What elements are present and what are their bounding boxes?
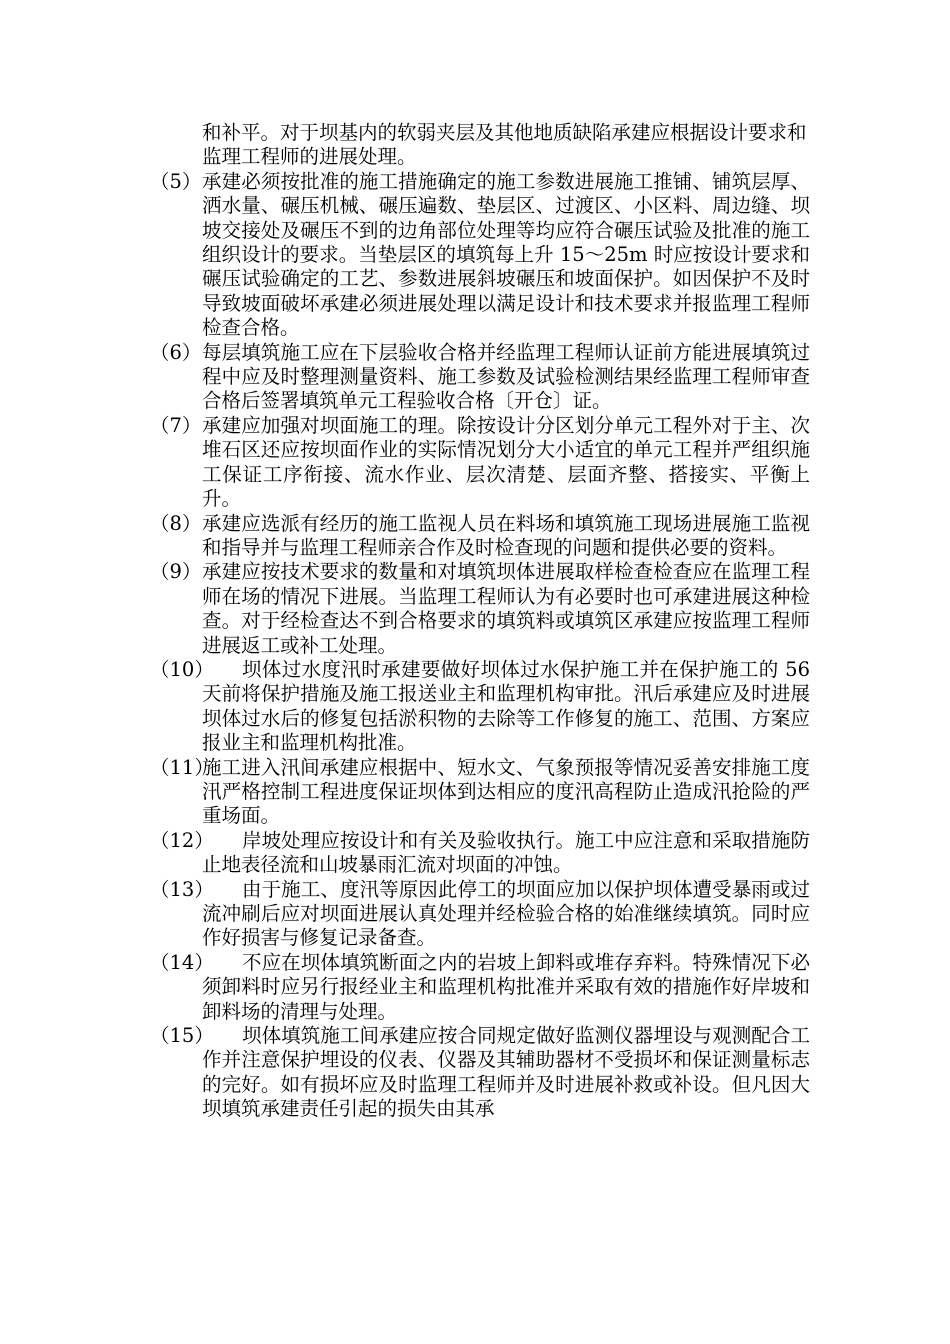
item-number: （14） <box>150 950 214 974</box>
list-item-15 <box>150 1024 810 1122</box>
item-number: （15） <box>150 1024 214 1048</box>
list-item-10 <box>150 658 810 756</box>
item-number: （6） <box>150 340 202 364</box>
item-number: （9） <box>150 560 202 584</box>
item-text: 施工进入汛间承建应根据中、短水文、气象预报等情况妥善安排施工度汛严格控制工程进度保证坝体到达相应的度汛高程防止造成汛抢险的严重场面。 <box>202 755 810 828</box>
list-item-11 <box>150 756 810 829</box>
item-text: 承建应按技术要求的数量和对填筑坝体进展取样检查检查应在监理工程师在场的情况下进展。当监理工程师认为有必要时也可承建进展这种检查。对于经检查达不到合格要求的填筑料或填筑区承建应按监理工程师进展返工或补工处理。 <box>202 560 810 657</box>
item-text: 承建应选派有经历的施工监视人员在料场和填筑施工现场进展施工监视和指导并与监理工程师亲合作及时检查现的问题和提供必要的资料。 <box>202 511 810 559</box>
list-item-5 <box>150 170 810 341</box>
item-number: （5） <box>150 169 202 193</box>
list-item-14 <box>150 951 810 1024</box>
item-number: （12） <box>150 828 214 852</box>
list-item-7 <box>150 414 810 512</box>
item-number: （13） <box>150 877 214 901</box>
item-text: 坝体填筑施工间承建应按合同规定做好监测仪器埋设与观测配合工作并注意保护埋设的仪表、仪器及其辅助器材不受损坏和保证测量标志的完好。如有损坏应及时监理工程师并及时进展补救或补设。但凡因大坝填筑承建责任引起的损失由其承 <box>202 1024 810 1121</box>
item-text: 每层填筑施工应在下层验收合格并经监理工程师认证前方能进展填筑过程中应及时整理测量资料、施工参数及试验检测结果经监理工程师审查合格后签署填筑单元工程验收合格〔开仓〕证。 <box>202 340 810 413</box>
item-text: 岸坡处理应按设计和有关及验收执行。施工中应注意和采取措施防止地表径流和山坡暴雨汇流对坝面的冲蚀。 <box>202 828 810 877</box>
item-text: 不应在坝体填筑断面之内的岩坡上卸料或堆存弃料。特殊情况下必须卸料时应另行报经业主和监理机构批准并采取有效的措施作好岸坡和卸料场的清理与处理。 <box>202 950 810 1023</box>
document-body <box>150 121 810 1122</box>
item-text: 坝体过水度汛时承建要做好坝体过水保护施工并在保护施工的 56 天前将保护措施及施工报送业主和监理机构审批。汛后承建应及时进展坝体过水后的修复包括淤积物的去除等工作修复的施工、范围、方案应报业主和监理机构批准。 <box>202 657 810 755</box>
item-number: （10） <box>150 657 214 681</box>
item-number: （8） <box>150 511 202 535</box>
item-text: 承建应加强对坝面施工的理。除按设计分区划分单元工程外对于主、次堆石区还应按坝面作业的实际情况划分大小适宜的单元工程并严组织施工保证工序衔接、流水作业、层次清楚、层面齐整、搭接实、平衡上升。 <box>202 413 810 511</box>
continuation-paragraph: 和补平。对于坝基内的软弱夹层及其他地质缺陷承建应根据设计要求和监理工程师的进展处理。 <box>202 121 807 169</box>
list-item-6 <box>150 341 810 414</box>
item-text: 由于施工、度汛等原因此停工的坝面应加以保护坝体遭受暴雨或过流冲刷后应对坝面进展认真处理并经检验合格的始准继续填筑。同时应作好损害与修复记录备查。 <box>202 877 810 950</box>
list-item-9 <box>150 560 810 658</box>
list-item-8 <box>150 512 810 561</box>
item-number: （11） <box>150 755 214 779</box>
list-item-12 <box>150 829 810 878</box>
item-number: （7） <box>150 413 202 437</box>
list-item-13 <box>150 878 810 951</box>
item-text: 承建必须按批准的施工措施确定的施工参数进展施工推铺、铺筑层厚、洒水量、碾压机械、碾压遍数、垫层区、过渡区、小区料、周边缝、坝坡交接处及碾压不到的边角部位处理等均应符合碾压试验及批准的施工组织设计的要求。当垫层区的填筑每上升 15～25m 时应按设计要求和碾压试验确定的工艺、参数进展斜坡碾压和坡面保护。如因保护不及时导致坡面破坏承建必须进展处理以满足设计和技术要求并报监理工程师检查合格。 <box>202 169 810 340</box>
